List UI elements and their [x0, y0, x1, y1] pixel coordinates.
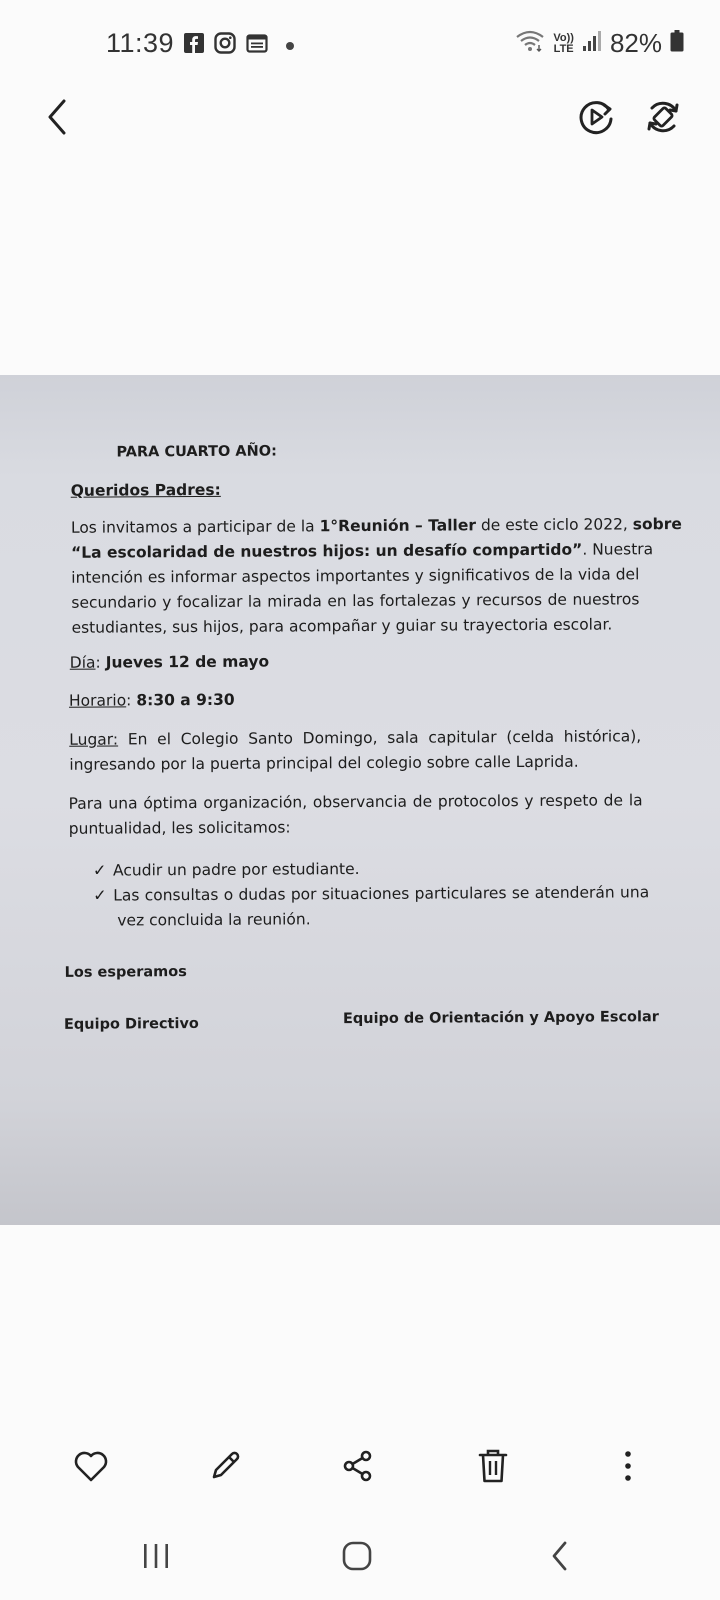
status-bar	[0, 0, 720, 90]
doc-paragraph-line-3: intención es informar aspectos importantes y significativos de la vida del	[71, 565, 640, 587]
motion-photo-icon	[576, 97, 616, 142]
check-icon: ✓	[92, 860, 107, 880]
doc-signature-left: Equipo Directivo	[63, 1015, 199, 1033]
delete-button[interactable]	[465, 1440, 521, 1496]
battery-level: 82%	[609, 28, 662, 58]
back-nav-button[interactable]	[530, 1530, 590, 1586]
check-icon: ✓	[93, 885, 107, 905]
recent-apps-button[interactable]	[126, 1530, 186, 1586]
facebook-icon	[184, 33, 204, 58]
delete-icon	[477, 1448, 509, 1489]
doc-signature-right: Equipo de Orientación y Apoyo Escolar	[342, 1009, 659, 1028]
favorite-icon	[73, 1450, 109, 1487]
doc-day: Día: Jueves 12 de mayo	[69, 652, 270, 672]
motion-photo-button[interactable]	[571, 94, 621, 144]
doc-closing: Los esperamos	[64, 964, 187, 981]
doc-paragraph-line-2: “La escolaridad de nuestros hijos: un desafío compartido”. Nuestra	[71, 540, 654, 562]
doc-bullet-2-line-2: vez concluida la reunión.	[117, 910, 311, 930]
doc-greeting: Queridos Padres:	[70, 480, 221, 500]
doc-heading: PARA CUARTO AÑO:	[116, 443, 277, 461]
signal-icon	[582, 30, 602, 57]
doc-place-line-2: ingresando por la puerta principal del colegio sobre calle Laprida.	[69, 752, 579, 774]
home-icon	[341, 1540, 373, 1577]
doc-paragraph-line-5: estudiantes, sus hijos, para acompañar y guiar su trayectoria escolar.	[71, 615, 613, 637]
share-icon	[341, 1449, 375, 1488]
notification-dot	[286, 42, 294, 50]
calendar-icon	[246, 33, 268, 58]
lte-icon: Vo)) LTE	[553, 31, 574, 55]
bottom-action-bar	[0, 1440, 720, 1500]
more-options-button[interactable]	[600, 1440, 656, 1496]
doc-paragraph-line-4: secundario y focalizar la mirada en las fortalezas y recursos de nuestros	[71, 590, 640, 612]
auto-rotate-button[interactable]	[638, 94, 688, 144]
wifi-icon	[515, 30, 545, 57]
back-nav-icon	[548, 1540, 572, 1577]
status-time: 11:39	[106, 28, 175, 58]
recent-apps-icon	[141, 1542, 171, 1575]
doc-place-line-1: Lugar: En el Colegio Santo Domingo, sala capitular (celda histórica),	[69, 727, 642, 749]
back-icon	[42, 97, 72, 142]
doc-organization-line-2: puntualidad, les solicitamos:	[68, 818, 291, 838]
share-button[interactable]	[330, 1440, 386, 1496]
edit-button[interactable]	[197, 1440, 253, 1496]
back-button[interactable]	[32, 94, 82, 144]
home-button[interactable]	[327, 1530, 387, 1586]
edit-icon	[208, 1449, 242, 1488]
battery-icon	[670, 30, 684, 57]
status-notification-icons	[184, 32, 294, 59]
status-system-icons	[515, 28, 684, 59]
more-icon	[623, 1450, 633, 1487]
document-content	[0, 375, 720, 1225]
favorite-button[interactable]	[63, 1440, 119, 1496]
document-photo[interactable]	[0, 375, 720, 1225]
instagram-icon	[214, 32, 236, 59]
auto-rotate-icon	[643, 97, 683, 142]
doc-bullet-1: Acudir un padre por estudiante.	[112, 860, 360, 880]
doc-time: Horario: 8:30 a 9:30	[68, 690, 235, 710]
system-navigation-bar	[0, 1530, 720, 1590]
doc-organization-line-1: Para una óptima organización, observancia de protocolos y respeto de la	[68, 791, 643, 813]
doc-paragraph-line-1: Los invitamos a participar de la 1°Reunión – Taller de este ciclo 2022, sobre	[70, 515, 682, 537]
doc-bullet-2-line-1: Las consultas o dudas por situaciones particulares se atenderán una	[113, 883, 650, 905]
